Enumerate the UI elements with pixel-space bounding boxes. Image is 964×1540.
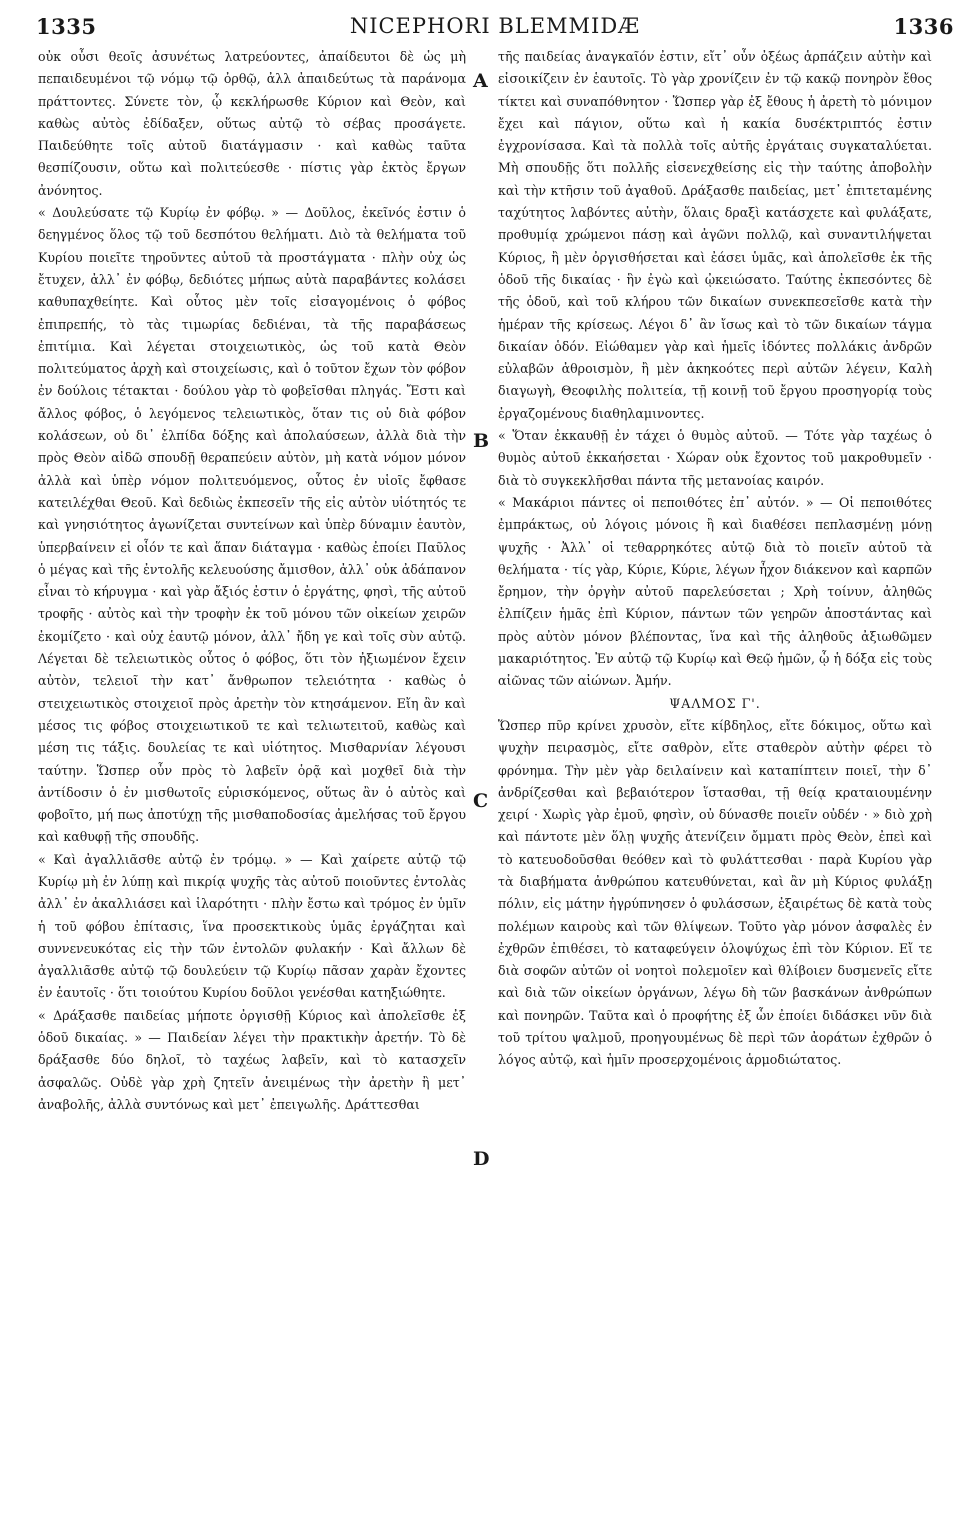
right-paragraph-1: τῆς παιδείας ἀναγκαῖόν ἐστιν, εἴτ᾽ οὖν ὀξέως ἁρπάζειν αὐτὴν καὶ εἰσοικίζειν ἐν ἑαυτοῖς. Τὸ γὰρ χρονίζειν ἐν τῷ κακῷ πονηρὸν ἔθος τίκτει καὶ συναπόθνητον · Ὥσπερ γὰρ ἐξ ἔθους ἡ ἀρετὴ τὸ μόνιμον ἔχει καὶ πάγιον, οὕτω καὶ ἡ κακία δυσέκτριπτός ἐστιν ἐγχρονίσασα. Καὶ τὰ πολλὰ τοῖς αὐτῆς ἐργάταις συγκαταλύεται. Μὴ σπουδῇς ὅτι πολλῆς εἰσενεχθείσης εἰς τὴν ταύτης ἀποβολὴν καὶ τὴν κτῆσιν τοῦ ἀγαθοῦ. Δράξασθε παιδείας, μετ᾽ ἐπιτεταμένης ταχύτητος λαβόντες αὐτὴν, ὅλαις δραξὶ κατάσχετε καὶ φυλάξατε, προθυμίᾳ χρώμενοι πάσῃ καὶ ἀγῶνι πολλῷ, καὶ συναντιλήψεται Κύριος, ἢ μὲν ὀργισθήσεται καὶ ἐάσει ὑμᾶς, καὶ ἀπολεῖσθε ἐκ τῆς ὁδοῦ τῆς δικαίας · ἣν ἐγὼ καὶ ᾠκειώσατο. Ταύτης ἐκπεσόντες δὲ τῆς ὁδοῦ, καὶ τοῦ κλήρου τῶν δικαίων συνεκπεσεῖσθε κατὰ τὴν ἡμέραν τῆς κρίσεως. Λέγοι δ᾽ ἂν ἴσως καὶ τὸ τῶν δικαίων τάγμα δικαίαν ὁδόν. Εἰώθαμεν γὰρ καὶ ἡμεῖς ἰδόντες πολλάκις ἀνδρῶν εὐλαβῶν ἀθροισμὸν, ἢ μὲν ἀκηκοότες περὶ αὐτῶν λέγειν, Καλὴ διαγωγὴ, Θεοφιλὴς πολιτεία, τῇ κοινῇ τοῦ ἔργου προσηγορίᾳ τοὺς ἐργαζομένους διαθηλαμινοντες.	[498, 49, 932, 421]
right-paragraph-3: « Μακάριοι πάντες οἱ πεποιθότες ἐπ᾽ αὐτόν. » — Οἱ πεποιθότες ἐμπράκτως, οὐ λόγοις μόνοις ἢ καὶ διαθέσει πεπλασμένῃ μόνῃ ψυχῆς · Ἀλλ᾽ οἱ τεθαρρηκότες αὐτῷ διὰ τὸ ποιεῖν αὐτοῦ τὰ θελήματα · τίς γὰρ, Κύριε, Κύριε, λέγων ἦχον διάκενον καὶ καρπῶν ἔρημον, τὴν ὀργὴν αὐτοῦ παρελεύσεται ; Χρὴ τοίνυν, ἀληθῶς ἐλπίζειν ἡμᾶς ἐπὶ Κύριον, πάντων τῶν γεηρῶν ἀποστάντας καὶ πρὸς αὐτὸν μόνον βλέποντας, ἵνα καὶ τῆς ἀληθοῦς ἀξιωθῶμεν μακαριότητος. Ἐν αὐτῷ τῷ Κυρίῳ καὶ Θεῷ ἡμῶν, ᾧ ἡ δόξα εἰς τοὺς αἰῶνας τῶν αἰώνων. Ἀμήν.	[498, 494, 932, 689]
right-paragraph-2: « Ὅταν ἐκκαυθῇ ἐν τάχει ὁ θυμὸς αὐτοῦ. — Τότε γὰρ ταχέως ὁ θυμὸς αὐτοῦ ἐκκαήσεται · Χώραν οὐκ ἔχοντος τοῦ μακροθυμεῖν · διὰ τὸ συγκεκλῆσθαι πάντα τῆς μετανοίας καιρόν.	[498, 428, 932, 488]
psalm-heading: ΨΑΛΜΟΣ Γ'.	[669, 695, 761, 711]
margin-marker-b: B	[473, 430, 490, 452]
running-title: NICEPHORI BLEMMIDÆ	[349, 14, 641, 38]
left-paragraph-4: « Δράξασθε παιδείας μήποτε ὀργισθῇ Κύριος καὶ ἀπολεῖσθε ἐξ ὁδοῦ δικαίας. » — Παιδείαν λέγει τὴν πρακτικὴν ἀρετήν. Τὸ δὲ δράξασθε δύο δηλοῖ, τὸ ταχέως λαβεῖν, καὶ τὸ κατασχεῖν ἀσφαλῶς. Οὐδὲ γὰρ χρὴ ζητεῖν ἀνειμένως τὴν ἀρετὴν ἢ μετ᾽ ἀναβολῆς, ἀλλὰ συντόνως καὶ μετ᾽ ἐπειγωλῆς. Δράττεσθαι	[38, 1007, 466, 1112]
page-number-right: 1336	[893, 14, 954, 39]
left-paragraph-2: « Δουλεύσατε τῷ Κυρίῳ ἐν φόβῳ. » — Δοῦλος, ἐκεῖνός ἐστιν ὁ δεηγμένος ὅλος τῷ τοῦ δεσπότου θελήματι. Διὸ τὰ θελήματα τοῦ Κυρίου ποιεῖτε τηροῦντες αὐτοῦ τὰ προστάγματα · πλὴν οὐχ ὡς ἔτυχεν, ἀλλ᾽ ἐν φόβῳ, δεδιότες μήπως αὐτὰ παραβάντες κολάσει καθυπαχθείητε. Καὶ οὗτος μὲν τοῖς εἰσαγομένοις ὁ φόβος ἐπιπρεπής, τὸ τὰς τιμωρίας δεδιέναι, τὰ τῆς παραβάσεως ἐπιτίμια. Καὶ λέγεται στοιχειωτικὸς, ὡς τοῦ κατὰ Θεὸν πολιτεύματος ἀρχὴ καὶ στοιχείωσις, καὶ ὁ τοῦτον ἔχων τὸν φόβον ἐν δούλοις τέτακται · δούλου γὰρ τὸ φοβεῖσθαι πληγάς. Ἔστι καὶ ἄλλος φόβος, ὁ λεγόμενος τελειωτικὸς, ὅταν τις οὐ διὰ φόβον κολάσεων, οὐ δι᾽ ἐλπίδα δόξης καὶ ἀπολαύσεων, ἀλλὰ διὰ τὴν πρὸς Θεὸν αἰδῶ σπουδῇ θεραπεύειν αὐτὸν, μὴ κατὰ νόμον μόνον ἀλλὰ καὶ ὑπὲρ νόμον πολιτευόμενος, οὗτος ἐν υἱοῖς ἔφθασε κατειλέχθαι Θεοῦ. Καὶ δεδιὼς ἐκπεσεῖν τῆς εἰς αὐτὸν υἱότητός τε καὶ γνησιότητος ἀγωνίζεται συντείνων καὶ ὑπὲρ δύναμιν ἑαυτὸν, ὑπερβαίνειν εἰ οἷόν τε καὶ ἅπαν διάταγμα · καθὼς ἐποίει Παῦλος ὁ μέγας καὶ τῆς ἐντολῆς κελευούσης ἄμισθον, ἀλλ᾽ οὐκ ἀδάπανον εἶναι τὸ κήρυγμα · καὶ γὰρ ἄξιός ἐστιν ὁ ἐργάτης, φησὶ, τῆς αὐτοῦ τροφῆς · αὐτὸς καὶ τὴν τροφὴν ἐκ τοῦ μόνου τῶν οἰκείων χειρῶν ἐκομίζετο · καὶ οὐχ ἑαυτῷ μόνον, ἀλλ᾽ ἤδη γε καὶ τοῖς σὺν αὐτῷ. Λέγεται δὲ τελειωτικὸς οὗτος ὁ φόβος, ὅτι τὸν ἠξιωμένον ἔχειν αὐτὸν, τελειοῖ τὴν κατ᾽ ἄνθρωπον τελειότητα · καθὼς ὁ στειχειωτικὸς στοιχειοῖ πρὸς ἀρετὴν τὸν κτησάμενον. Εἴη ἂν καὶ μέσος τις φόβος στοιχειωτικοῦ τε καὶ τελιωτειτοῦ, καθὼς καὶ μέση τις τάξις. δουλείας τε καὶ υἱότητος. Μισθαρνίαν λέγουσι ταύτην. Ὥσπερ οὖν πρὸς τὸ λαβεῖν ὁρᾷ καὶ μοχθεῖ διὰ τὴν ἀντίδοσιν ὁ ἐν μισθωτοῖς εὑρισκόμενος, οὕτως ἂν ὁ αὐτὸς καὶ φοβοῖτο, μή πως ἀποτύχῃ τῆς μισθαποδοσίας ἀμελήσας τοῦ ἔργου καὶ καθυφῇ τῆς σπουδῆς.	[38, 205, 466, 845]
margin-marker-d: D	[473, 1148, 490, 1170]
page-number-left: 1335	[36, 14, 97, 39]
left-column	[38, 46, 466, 1116]
running-header	[36, 6, 954, 46]
margin-marker-a: A	[473, 70, 488, 92]
left-paragraph-3: « Καὶ ἀγαλλιᾶσθε αὐτῷ ἐν τρόμῳ. » — Καὶ χαίρετε αὐτῷ τῷ Κυρίῳ μὴ ἐν λύπῃ καὶ πικρίᾳ ψυχῆς τὰς αὐτοῦ ποιοῦντες ἐντολὰς ἀλλ᾽ ἐν ἀκαλλιάσει καὶ ἱλαρότητι · πλὴν ἔστω καὶ τρόμος ἐν ὑμῖν ἡ τοῦ φόβου ἐπίτασις, ἵνα προσεκτικοὺς ὑμᾶς ἐργάζηται καὶ συννενευκότας εἰς τὴν τῶν ἐντολῶν φυλακήν · Καὶ ἄλλων δὲ ἀγαλλιᾶσθε αὐτῷ τῷ δουλεύειν τῷ Κυρίῳ πᾶσαν χαρὰν ἔχοντες ἐν ἑαυτοῖς · ὅτι τοιούτου Κυρίου δοῦλοι γενέσθαι κατηξιώθητε.	[38, 851, 466, 1001]
psalm-paragraph: Ὥσπερ πῦρ κρίνει χρυσὸν, εἴτε κίβδηλος, εἴτε δόκιμος, οὕτω καὶ ψυχὴν πειρασμὸς, εἴτε σαθρὸν, εἴτε σταθερὸν αὐτὴν φέρει τὸ φρόνημα. Τὴν μὲν γὰρ δειλαίνειν καὶ καταπίπτειν ποιεῖ, τὴν δ᾽ ἀνδρίζεσθαι καὶ βεβαιότερον ἵστασθαι, τῇ θείᾳ κραταιουμένην χειρί · Χωρὶς γὰρ ἐμοῦ, φησὶν, οὐ δύνασθε ποιεῖν οὐδέν · » διὸ χρὴ καὶ πάντοτε μὲν ὅλῃ ψυχῆς ἀτενίζειν ὄμματι πρὸς Θεὸν, ἐπεὶ καὶ τὸ κατευοδοῦσθαι θεόθεν καὶ τὸ φυλάττεσθαι · παρὰ Κυρίου γὰρ τὰ διαβήματα ἀνθρώπου κατευθύνεται, καὶ ἂν μὴ Κύριος φυλάξῃ πόλιν, εἰς μάτην ἠγρύπνησεν ὁ φυλάσσων, ἐξαιρέτως δὲ κατὰ τοὺς πολέμων καιροὺς καὶ τῶν θλίψεων. Τοῦτο γὰρ μόνον ἀσφαλὲς ἐν ἐχθρῶν ἐπιθέσει, τὸ καταφεύγειν ὁλοψύχως ἐπὶ τὸν Κύριον. Εἴ τε διὰ σοφῶν αὐτῶν οἱ νοητοὶ πολεμοῖεν καὶ θλίβοιεν δυσμενεῖς εἴτε καὶ διὰ τῶν οἰκείων ὀργάνων, λέγω δὴ τῶν βασκάνων ἀνθρώπων καὶ πονηρῶν. Ταῦτα καὶ ὁ προφήτης ἐξ ὧν ἐποίει διδάσκει νῦν διὰ τοῦ τρίτου ψαλμοῦ, προηγουμένως δὲ περὶ τῶν ἀοράτων ἐχθρῶν ὁ λόγος αὐτῷ, καὶ ἡμῖν προσερχομένοις ἁρμοδιώτατος.	[498, 717, 932, 1068]
margin-marker-c: C	[473, 790, 489, 812]
left-paragraph-1: οὐκ οὖσι θεοῖς ἀσυνέτως λατρεύοντες, ἀπαίδευτοι δὲ ὡς μὴ πεπαιδευμένοι τῷ νόμῳ τῷ ὀρθῷ, ἀλλ ἀπαιδεύτως τὰ παράνομα πράττοντες. Σύνετε τὸν, ᾧ κεκλήρωσθε Κύριον καὶ Θεὸν, καὶ καθὼς αὐτὸς ἐδίδαξεν, οὕτως αὐτῷ τὸ σέβας προσάγετε. Παιδεύθητε τοῖς αὐτοῦ διατάγμασιν · καὶ καθὼς ταῦτα θεσπίζουσιν, οὕτω καὶ πολιτεύεσθε · πίστις γὰρ ἐκτὸς ἔργων ἀνόνητος.	[38, 49, 466, 198]
right-column	[498, 46, 932, 1072]
